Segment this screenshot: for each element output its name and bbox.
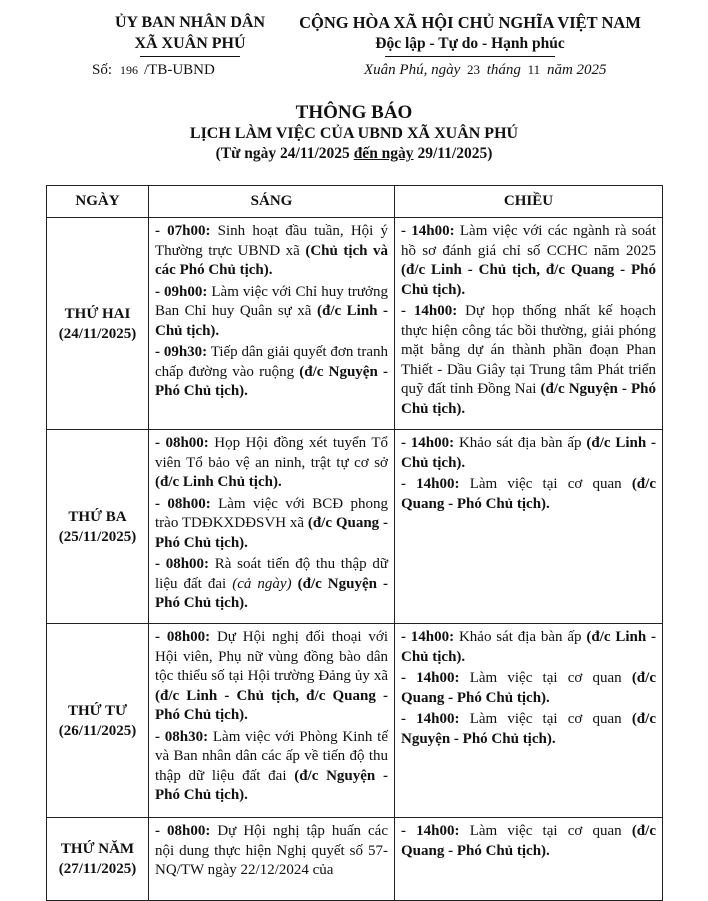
schedule-item — [155, 555, 388, 614]
item-description: Dự Hội nghị tập huấn các nội dung thực hiện Nghị quyết số 57-NQ/TW ngày 22/12/2024 của — [155, 823, 388, 878]
item-description: Làm việc với các ngành rà soát hồ sơ đánh giá chỉ số CCHC năm 2025 — [401, 223, 656, 259]
item-assignee: (đ/c Linh - Chủ tịch, đ/c Quang - Phó Chủ tịch). — [401, 262, 656, 298]
item-assignee: (đ/c Nguyện - Phó Chủ tịch). — [155, 575, 388, 611]
morning-cell — [149, 818, 395, 901]
item-assignee: (đ/c Linh - Chủ tịch, đ/c Quang - Phó Chủ tịch). — [155, 687, 388, 723]
item-assignee: (đ/c Linh Chủ tịch). — [155, 474, 282, 490]
afternoon-cell — [395, 218, 663, 430]
item-assignee: (đ/c Nguyện - Phó Chủ tịch). — [401, 381, 656, 417]
item-assignee: (Chủ tịch và các Phó Chủ tịch). — [155, 242, 388, 278]
item-assignee: (đ/c Linh - Chủ tịch). — [155, 303, 389, 339]
item-time: - 14h00: — [401, 711, 460, 727]
day-cell — [47, 624, 149, 818]
day-cell — [47, 818, 149, 901]
schedule-item — [155, 343, 388, 402]
document-title — [0, 101, 708, 164]
item-time: - 07h00: — [155, 223, 211, 239]
item-time: - 14h00: — [401, 629, 455, 645]
schedule-item — [155, 222, 388, 281]
item-time: - 08h00: — [155, 556, 210, 572]
item-description: Tiếp dân giải quyết đơn tranh chấp đường vào ruộng — [155, 344, 388, 380]
item-note: (cả ngày) — [232, 575, 292, 592]
item-description: Họp Hội đồng xét tuyển Tổ viên Tổ bảo vệ an ninh, trật tự cơ sở — [155, 435, 388, 471]
item-description: Làm việc với BCĐ phong trào TDĐKXDĐSVH xã — [155, 495, 388, 531]
day-cell — [47, 430, 149, 624]
motto: Độc lập - Tự do - Hạnh phúc — [375, 35, 565, 52]
schedule-table — [46, 185, 663, 901]
item-time: - 14h00: — [401, 435, 455, 451]
item-time: - 14h00: — [401, 670, 460, 686]
schedule-item — [401, 434, 656, 473]
schedule-item — [401, 475, 656, 514]
title-subject: LỊCH LÀM VIỆC CỦA UBND XÃ XUÂN PHÚ — [189, 125, 519, 142]
org-name: ỦY BAN NHÂN DÂN — [114, 14, 266, 31]
day-date: (27/11/2025) — [58, 861, 137, 877]
table-row — [47, 218, 663, 430]
item-time: - 08h30: — [155, 728, 209, 745]
item-description: Sinh hoạt đầu tuần, Hội ý Thường trực UBND xã — [155, 223, 388, 259]
item-description: Làm việc tại cơ quan — [459, 823, 632, 839]
weekday: THỨ TƯ — [67, 702, 128, 719]
item-assignee: (đ/c Quang - Phó Chủ tịch). — [401, 823, 656, 859]
title-period: (Từ ngày 24/11/2025 đến ngày 29/11/2025) — [215, 145, 493, 162]
schedule-item — [155, 822, 388, 881]
schedule-item — [401, 822, 656, 861]
item-time: - 08h00: — [155, 823, 211, 839]
column-header-day: NGÀY — [47, 186, 149, 218]
place-and-date: Xuân Phú, ngày 23 tháng 11 năm 2025 — [364, 62, 607, 78]
title-main: THÔNG BÁO — [295, 102, 413, 123]
morning-cell — [149, 624, 395, 818]
column-header-morning: SÁNG — [149, 186, 395, 218]
item-description: Rà soát tiến độ thu thập dữ liệu đất đai — [155, 556, 388, 592]
schedule-item — [155, 728, 388, 806]
item-time: - 08h00: — [155, 495, 211, 512]
item-time: - 08h00: — [155, 435, 209, 451]
afternoon-cell — [395, 430, 663, 624]
commune-name: XÃ XUÂN PHÚ — [134, 35, 246, 52]
item-description: Dự Hội nghị đối thoại với Hội viên, Phụ nữ vùng đồng bào dân tộc thiểu số tại Hội trường Đảng ủy xã — [155, 629, 388, 684]
day-date: (25/11/2025) — [58, 528, 137, 545]
item-assignee: (đ/c Linh - Chủ tịch). — [401, 629, 657, 665]
item-time: - 08h00: — [155, 629, 211, 645]
divider — [140, 56, 240, 57]
schedule-item — [401, 710, 656, 749]
day-date: (26/11/2025) — [58, 722, 137, 739]
item-description: Làm việc tại cơ quan — [459, 711, 632, 727]
weekday: THỨ HAI — [64, 305, 131, 322]
schedule-item — [155, 434, 388, 493]
day-cell — [47, 218, 149, 430]
item-description: Dự họp thống nhất kế hoạch thực hiện công tác bồi thường, giải phóng mặt bằng dự án thành phần đoạn Phan Thiết - Dầu Giây tại Trung tâm Phát triển quỹ đất tỉnh Đồng Nai — [401, 303, 656, 397]
weekday: THỨ BA — [68, 508, 127, 525]
item-time: - 09h00: — [155, 283, 208, 300]
table-header-row — [47, 186, 663, 218]
schedule-item — [401, 222, 656, 300]
afternoon-cell — [395, 624, 663, 818]
schedule-item — [401, 628, 656, 667]
item-time: - 14h00: — [401, 823, 460, 839]
weekday: THỨ NĂM — [60, 841, 135, 857]
afternoon-cell — [395, 818, 663, 901]
schedule-item — [155, 495, 388, 554]
national-motto — [290, 12, 650, 57]
item-assignee: (đ/c Nguyện - Phó Chủ tịch). — [401, 711, 656, 747]
item-time: - 09h30: — [155, 344, 208, 360]
divider — [385, 56, 555, 57]
item-description: Khảo sát địa bàn ấp — [454, 629, 587, 645]
schedule-item — [155, 283, 388, 342]
schedule-item — [401, 669, 656, 708]
table-row — [47, 430, 663, 624]
morning-cell — [149, 430, 395, 624]
item-assignee: (đ/c Quang - Phó Chủ tịch). — [401, 476, 656, 512]
item-time: - 14h00: — [401, 223, 455, 239]
item-time: - 14h00: — [401, 303, 458, 319]
day-date: (24/11/2025) — [58, 325, 137, 342]
item-description: Làm việc tại cơ quan — [459, 476, 632, 492]
item-assignee: (đ/c Nguyện - Phó Chủ tịch). — [155, 767, 388, 803]
item-time: - 14h00: — [401, 476, 460, 492]
nation-name: CỘNG HÒA XÃ HỘI CHỦ NGHĨA VIỆT NAM — [299, 13, 641, 32]
schedule-item — [155, 628, 388, 726]
morning-cell — [149, 218, 395, 430]
document-number: Số: 196 /TB-UBND — [92, 62, 215, 78]
issuing-authority — [90, 12, 290, 57]
schedule-item — [401, 302, 656, 419]
item-assignee: (đ/c Nguyện - Phó Chủ tịch). — [155, 363, 388, 399]
column-header-afternoon: CHIỀU — [395, 186, 663, 218]
item-description: Làm việc với Phòng Kinh tế và Ban nhân dân các ấp về tiến độ thu thập dữ liệu đất đai — [155, 728, 388, 784]
table-row — [47, 624, 663, 818]
item-description: Làm việc với Chỉ huy trưởng Ban Chỉ huy Quân sự xã — [155, 283, 388, 319]
item-assignee: (đ/c Linh - Chủ tịch). — [401, 435, 657, 471]
item-description: Làm việc tại cơ quan — [459, 670, 632, 686]
item-assignee: (đ/c Quang - Phó Chủ tịch). — [401, 670, 656, 706]
table-row — [47, 818, 663, 901]
item-description: Khảo sát địa bàn ấp — [454, 435, 587, 451]
item-assignee: (đ/c Quang - Phó Chủ tịch). — [155, 515, 388, 551]
